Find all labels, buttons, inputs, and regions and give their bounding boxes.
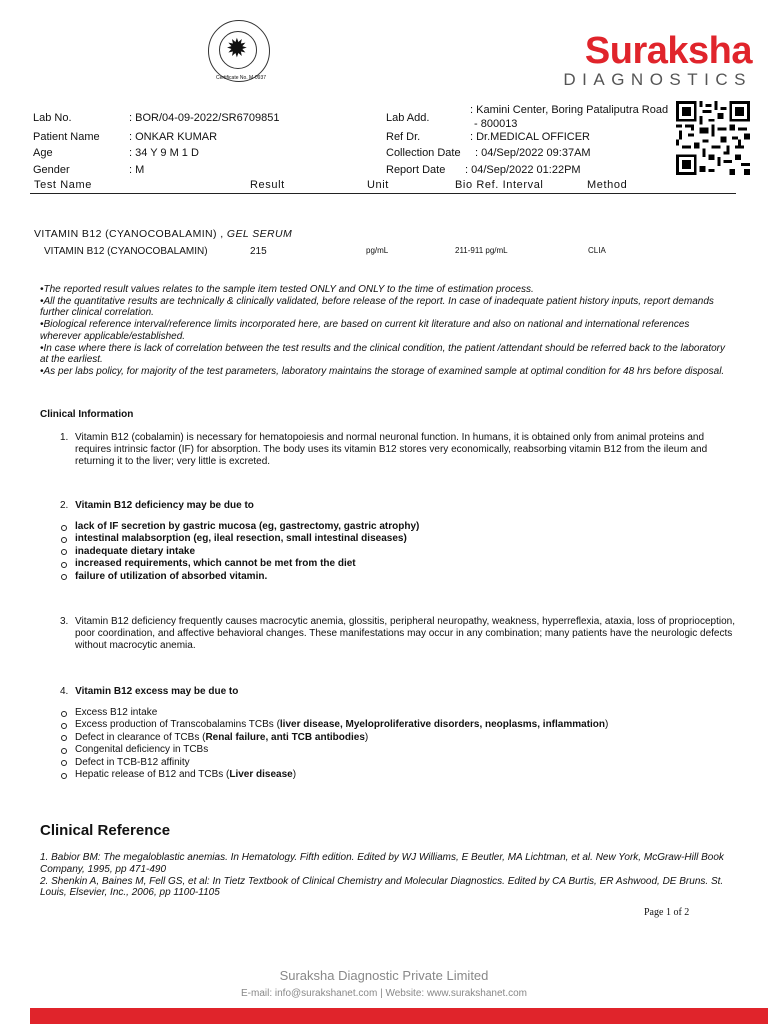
brand-logo — [563, 32, 752, 90]
test-reference-interval: 211-911 pg/mL — [455, 246, 508, 255]
test-group-name: VITAMIN B12 (CYANOCOBALAMIN) , — [34, 228, 224, 240]
clinical-item-3-text: Vitamin B12 deficiency frequently causes macrocytic anemia, glossitis, peripheral neuropathy, weakness, hyperreflexia, ataxia, loss of proprioception, poor coordination, and affective behavioral changes. These manifestations may occur in any combination; many patients have the neurologic defects without macrocytic anemia. — [75, 616, 735, 651]
list-item — [60, 732, 608, 744]
collection-date-value: : 04/Sep/2022 09:37AM — [475, 147, 591, 159]
excess-causes-list — [60, 707, 608, 781]
deficiency-causes-list — [60, 521, 419, 583]
note-item: •In case where there is lack of correlation between the test results and the clinical condition, the patient /attendant should be referred back to the laboratory at the earliest. — [40, 342, 726, 366]
list-item — [60, 769, 608, 781]
lab-no-label: Lab No. — [33, 112, 72, 124]
list-item: intestinal malabsorption (eg, ileal resection, small intestinal diseases) — [60, 533, 419, 545]
list-item: inadequate dietary intake — [60, 546, 419, 558]
list-item: failure of utilization of absorbed vitamin. — [60, 571, 419, 583]
gender-value: : M — [129, 164, 145, 176]
seal-star-icon: ✹ — [226, 33, 248, 63]
note-item: •The reported result values relates to the sample item tested ONLY and ONLY to the time of estimation process. — [40, 284, 534, 295]
age-value: : 34 Y 9 M 1 D — [129, 147, 199, 159]
lab-no-value: : BOR/04-09-2022/SR6709851 — [129, 112, 280, 124]
report-notes — [40, 284, 730, 378]
col-result: Result — [250, 179, 285, 191]
clinical-reference-title: Clinical Reference — [40, 822, 171, 839]
test-group-title — [34, 228, 292, 240]
qr-code — [676, 101, 750, 175]
test-specimen: GEL SERUM — [226, 228, 293, 240]
clinical-item-1 — [60, 432, 735, 467]
list-text: ) — [292, 769, 297, 781]
reference-item: 2. Shenkin A, Baines M, Fell GS, et al: In Tietz Textbook of Clinical Chemistry and Molecular Diagnostics. Edited by CA Burtis, ER Ashwood, DE Bruns. St. Louis, Elsevier, Inc., 2006, pp 1100-1105 — [40, 875, 724, 899]
gender-label: Gender — [33, 164, 70, 176]
report-date-value: : 04/Sep/2022 01:22PM — [465, 164, 581, 176]
footer-contact: E-mail: info@surakshanet.com | Website: www.surakshanet.com — [240, 988, 527, 999]
lab-address-line-1: : Kamini Center, Boring Pataliputra Road — [470, 104, 669, 116]
header-rule — [30, 193, 736, 194]
deficiency-title: Vitamin B12 deficiency may be due to — [75, 500, 254, 511]
item-number: 4. — [60, 686, 69, 697]
col-test-name: Test Name — [34, 179, 92, 191]
report-date-label: Report Date — [386, 164, 446, 176]
item-number: 2. — [60, 500, 69, 511]
clinical-info-title: Clinical Information — [40, 409, 134, 420]
patient-name-value: : ONKAR KUMAR — [129, 131, 218, 143]
collection-date-label: Collection Date — [386, 147, 461, 159]
list-text-bold: Renal failure, anti TCB antibodies — [205, 731, 365, 743]
list-item: increased requirements, which cannot be met from the diet — [60, 558, 419, 570]
note-item: •As per labs policy, for majority of the test parameters, laboratory maintains the storage of examined sample at optimal condition for 48 hrs before disposal. — [40, 365, 725, 377]
clinical-item-3 — [60, 616, 735, 651]
footer-bar — [30, 1008, 768, 1024]
list-text: Defect in clearance of TCBs ( — [75, 731, 206, 743]
list-item: lack of IF secretion by gastric mucosa (eg, gastrectomy, gastric atrophy) — [60, 521, 419, 533]
ref-dr-label: Ref Dr. — [386, 131, 421, 143]
list-item — [60, 719, 608, 731]
list-item: Excess B12 intake — [60, 707, 608, 719]
list-text: Excess production of Transcobalamins TCBs ( — [75, 719, 280, 731]
reference-list — [40, 852, 740, 899]
brand-name: Suraksha — [584, 30, 752, 72]
test-result-value: 215 — [250, 246, 267, 257]
ref-dr-value: : Dr.MEDICAL OFFICER — [470, 131, 590, 143]
lab-address-label: Lab Add. — [386, 112, 430, 124]
seal-certificate-caption: Certificate No. M-0937 — [215, 75, 267, 81]
item-number: 1. — [60, 432, 69, 443]
page-number: Page 1 of 2 — [644, 907, 690, 918]
clinical-item-1-text: Vitamin B12 (cobalamin) is necessary for hematopoiesis and normal neuronal function. In humans, it is obtained only from animal proteins and requires intrinsic factor (IF) for absorption. The body uses its vitamin B12 stores very economically, reabsorbing vitamin B12 from the ileum and returning it to the liver; very little is excreted. — [75, 432, 708, 467]
item-number: 3. — [60, 616, 69, 627]
list-item: Congenital deficiency in TCBs — [60, 744, 608, 756]
test-unit: pg/mL — [366, 246, 389, 255]
accreditation-seal — [208, 20, 270, 82]
reference-item: 1. Babior BM: The megaloblastic anemias. In Hematology. Fifth edition. Edited by WJ Williams, E Beutler, MA Lichtman, et al. New York, McGraw-Hill Book Company, 1995, pp 471-490 — [40, 852, 724, 875]
col-method: Method — [587, 179, 628, 191]
lab-address-line-2: - 800013 — [474, 118, 518, 130]
list-text-bold: Liver disease — [229, 769, 293, 781]
test-method: CLIA — [588, 246, 606, 255]
excess-title: Vitamin B12 excess may be due to — [75, 686, 239, 697]
test-name: VITAMIN B12 (CYANOCOBALAMIN) — [44, 246, 208, 257]
list-text: Hepatic release of B12 and TCBs ( — [75, 769, 230, 781]
col-unit: Unit — [367, 179, 389, 191]
footer-company: Suraksha Diagnostic Private Limited — [279, 968, 489, 983]
note-item: •Biological reference interval/reference limits incorporated here, are based on current kit literature and also on national and international references wherever applicable/established. — [40, 319, 690, 342]
note-item: •All the quantitative results are technically & clinically validated, before release of the report. In case of inadequate patient history inputs, report demands further clinical correlation. — [40, 295, 714, 319]
list-text: ) — [605, 719, 609, 731]
brand-subtitle: DIAGNOSTICS — [563, 70, 752, 89]
patient-name-label: Patient Name — [33, 131, 100, 143]
col-bio-ref-interval: Bio Ref. Interval — [455, 179, 544, 191]
clinical-item-2-heading — [60, 500, 254, 512]
list-text: ) — [364, 731, 369, 743]
clinical-item-4-heading — [60, 686, 238, 698]
list-text-bold: liver disease, Myeloproliferative disorders, neoplasms, inflammation — [279, 719, 606, 731]
age-label: Age — [33, 147, 53, 159]
list-item: Defect in TCB-B12 affinity — [60, 757, 608, 769]
